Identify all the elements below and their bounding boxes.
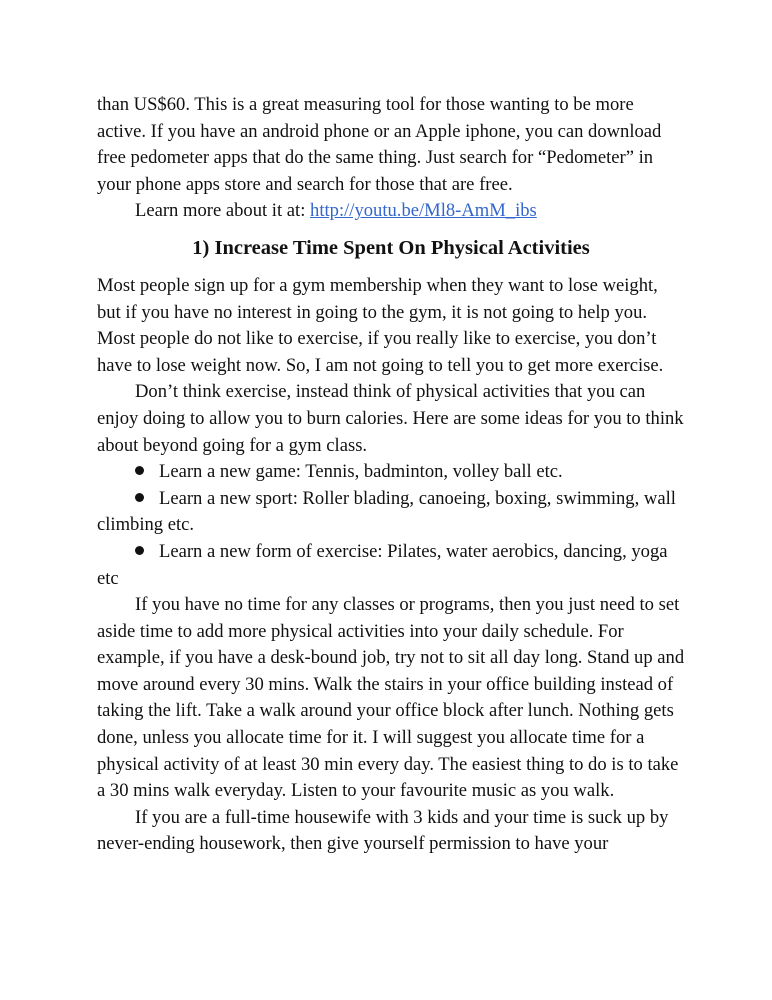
body-paragraph-1: Most people sign up for a gym membership when they want to lose weight, but if you have no interest in going to the gym, it is not going to help you. Most people do not like to exercise, if you really like to exercise, you don’t have to lose weight now. So, I am not going to tell you to get more exercise. [97,274,664,376]
list-item [97,486,685,539]
list-item [97,459,685,486]
learn-more-label: Learn more about it at: [135,200,311,222]
learn-more-line [97,198,685,225]
intro-paragraph: than US$60. This is a great measuring tool for those wanting to be more active. If you have an android phone or an Apple iphone, you can download free pedometer apps that do the same thing. Just search for “Pedometer” in your phone apps store and search for those that are free. [97,94,662,195]
list-item-text: Learn a new game: Tennis, badminton, volley ball etc. [159,461,563,483]
list-item [97,539,685,592]
document-page [97,92,685,858]
section-heading: 1) Increase Time Spent On Physical Activities [192,236,590,259]
body-paragraph-4: If you are a full-time housewife with 3 kids and your time is suck up by never-ending housework, then give yourself permission to have your [97,806,669,855]
bullet-icon [135,466,144,475]
youtube-link[interactable]: http://youtu.be/Ml8-AmM_ibs [310,200,537,222]
bullet-icon [135,493,144,502]
bullet-icon [135,546,144,555]
list-item-text: Learn a new sport: Roller blading, canoeing, boxing, swimming, wall climbing etc. [97,487,676,536]
body-paragraph-2: Don’t think exercise, instead think of physical activities that you can enjoy doing to allow you to burn calories. Here are some ideas for you to think about beyond going for a gym class. [97,381,684,456]
list-item-text: Learn a new form of exercise: Pilates, water aerobics, dancing, yoga etc [97,540,668,589]
ideas-list [97,459,685,592]
body-paragraph-3: If you have no time for any classes or programs, then you just need to set aside time to add more physical activities into your daily schedule. For example, if you have a desk-bound job, try not to sit all day long. Stand up and move around every 30 mins. Walk the stairs in your office building instead of taking the lift. Take a walk around your office block after lunch. Nothing gets done, unless you allocate time for it. I will suggest you allocate time for a physical activity of at least 30 min every day. The easiest thing to do is to take a 30 mins walk everyday. Listen to your favourite music as you walk. [97,594,685,802]
